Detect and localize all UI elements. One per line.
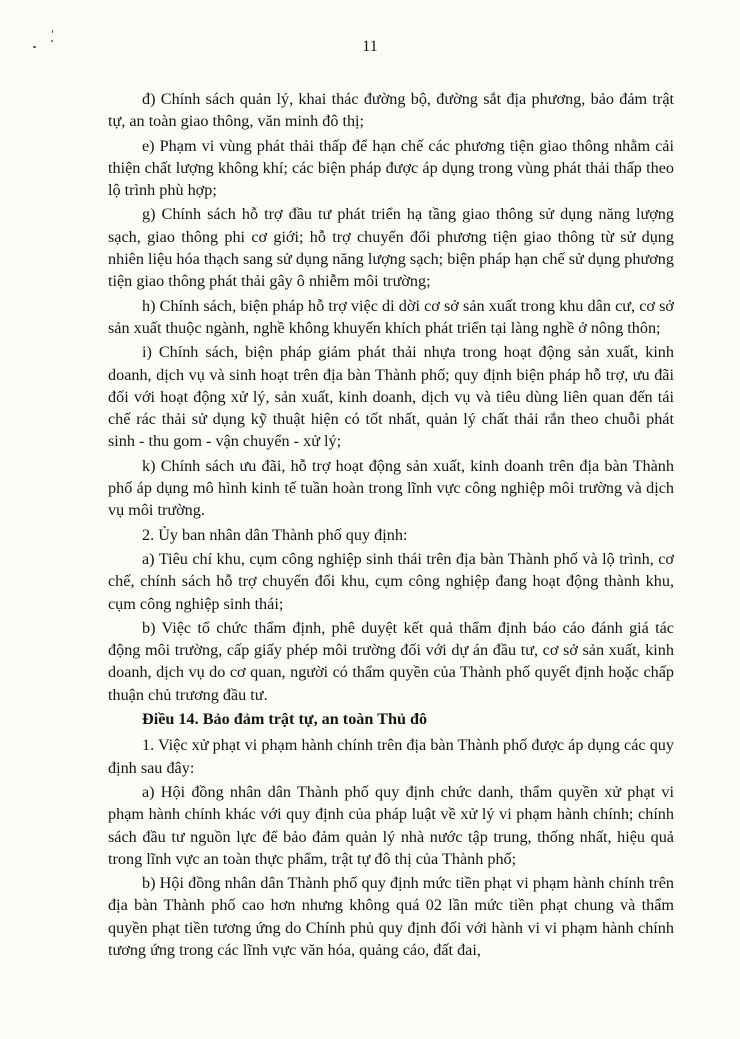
article-clause-1b: b) Hội đồng nhân dân Thành phố quy định mức tiền phạt vi phạm hành chính trên địa bàn Thành phố cao hơn nhưng không quá 02 lần mức tiền phạt chung và thẩm quyền phạt tiền tương ứng do Chính phủ quy định đối với hành vi vi phạm hành chính tương ứng trong các lĩnh vực văn hóa, quảng cáo, đất đai,: [108, 874, 674, 959]
clause-e: e) Phạm vi vùng phát thải thấp để hạn chế các phương tiện giao thông nhằm cải thiện chất lượng không khí; các biện pháp được áp dụng trong vùng phát thải thấp theo lộ trình phù hợp;: [108, 136, 674, 200]
clause-2b: b) Việc tổ chức thẩm định, phê duyệt kết quả thẩm định báo cáo đánh giá tác động môi trường, cấp giấy phép môi trường đối với dự án đầu tư, cơ sở sản xuất, kinh doanh, dịch vụ do cơ quan, người có thẩm quyền của Thành phố quyết định hoặc chấp thuận chủ trương đầu tư.: [108, 618, 674, 704]
section-2-intro: 2. Ủy ban nhân dân Thành phố quy định:: [142, 525, 408, 544]
clause-g: g) Chính sách hỗ trợ đầu tư phát triển hạ tầng giao thông sử dụng năng lượng sạch, giao thông phi cơ giới; hỗ trợ chuyển đổi phương tiện giao thông từ sử dụng nhiên liệu hóa thạch sang sử dụng năng lượng sạch; biện pháp hạn chế sử dụng phương tiện giao thông phát thải gây ô nhiễm môi trường;: [108, 205, 674, 291]
article-heading: Điều 14. Bảo đảm trật tự, an toàn Thủ đô: [142, 710, 428, 729]
clause-2a: a) Tiêu chí khu, cụm công nghiệp sinh thái trên địa bàn Thành phố và lộ trình, cơ chế, chính sách hỗ trợ chuyển đổi khu, cụm công nghiệp đang hoạt động thành khu, cụm công nghiệp sinh thái;: [108, 549, 674, 613]
clause-i: i) Chính sách, biện pháp giảm phát thải nhựa trong hoạt động sản xuất, kinh doanh, dịch vụ và sinh hoạt trên địa bàn Thành phố; quy định biện pháp hỗ trợ, ưu đãi đối với hoạt động xử lý, sản xuất, kinh doanh, dịch vụ và tiêu dùng liên quan đến tái chế rác thải sử dụng kỹ thuật hiện có tốt nhất, quản lý chất thải rắn theo chuỗi phát sinh - thu gom - vận chuyển - xử lý;: [108, 343, 674, 451]
clause-d-bar: đ) Chính sách quản lý, khai thác đường bộ, đường sắt địa phương, bảo đảm trật tự, an toàn giao thông, văn minh đô thị;: [108, 90, 674, 131]
article-clause-1a: a) Hội đồng nhân dân Thành phố quy định chức danh, thẩm quyền xử phạt vi phạm hành chính khác với quy định của pháp luật về xử lý vi phạm hành chính; chính sách đầu tư nguồn lực để bảo đảm quản lý nhà nước tập trung, thống nhất, hiệu quả trong lĩnh vực an toàn thực phẩm, trật tự đô thị của Thành phố;: [108, 782, 674, 868]
clause-k: k) Chính sách ưu đãi, hỗ trợ hoạt động sản xuất, kinh doanh trên địa bàn Thành phố áp dụng mô hình kinh tế tuần hoàn trong lĩnh vực công nghiệp môi trường và dịch vụ môi trường.: [108, 456, 674, 520]
document-body: [108, 88, 674, 963]
article-clause-1: 1. Việc xử phạt vi phạm hành chính trên địa bàn Thành phố được áp dụng các quy định sau đây:: [108, 736, 674, 777]
scan-speck: [52, 30, 53, 33]
page-number: 11: [362, 38, 378, 55]
clause-h: h) Chính sách, biện pháp hỗ trợ việc di dời cơ sở sản xuất trong khu dân cư, cơ sở sản xuất thuộc ngành, nghề không khuyến khích phát triển tại làng nghề ở nông thôn;: [108, 296, 674, 337]
